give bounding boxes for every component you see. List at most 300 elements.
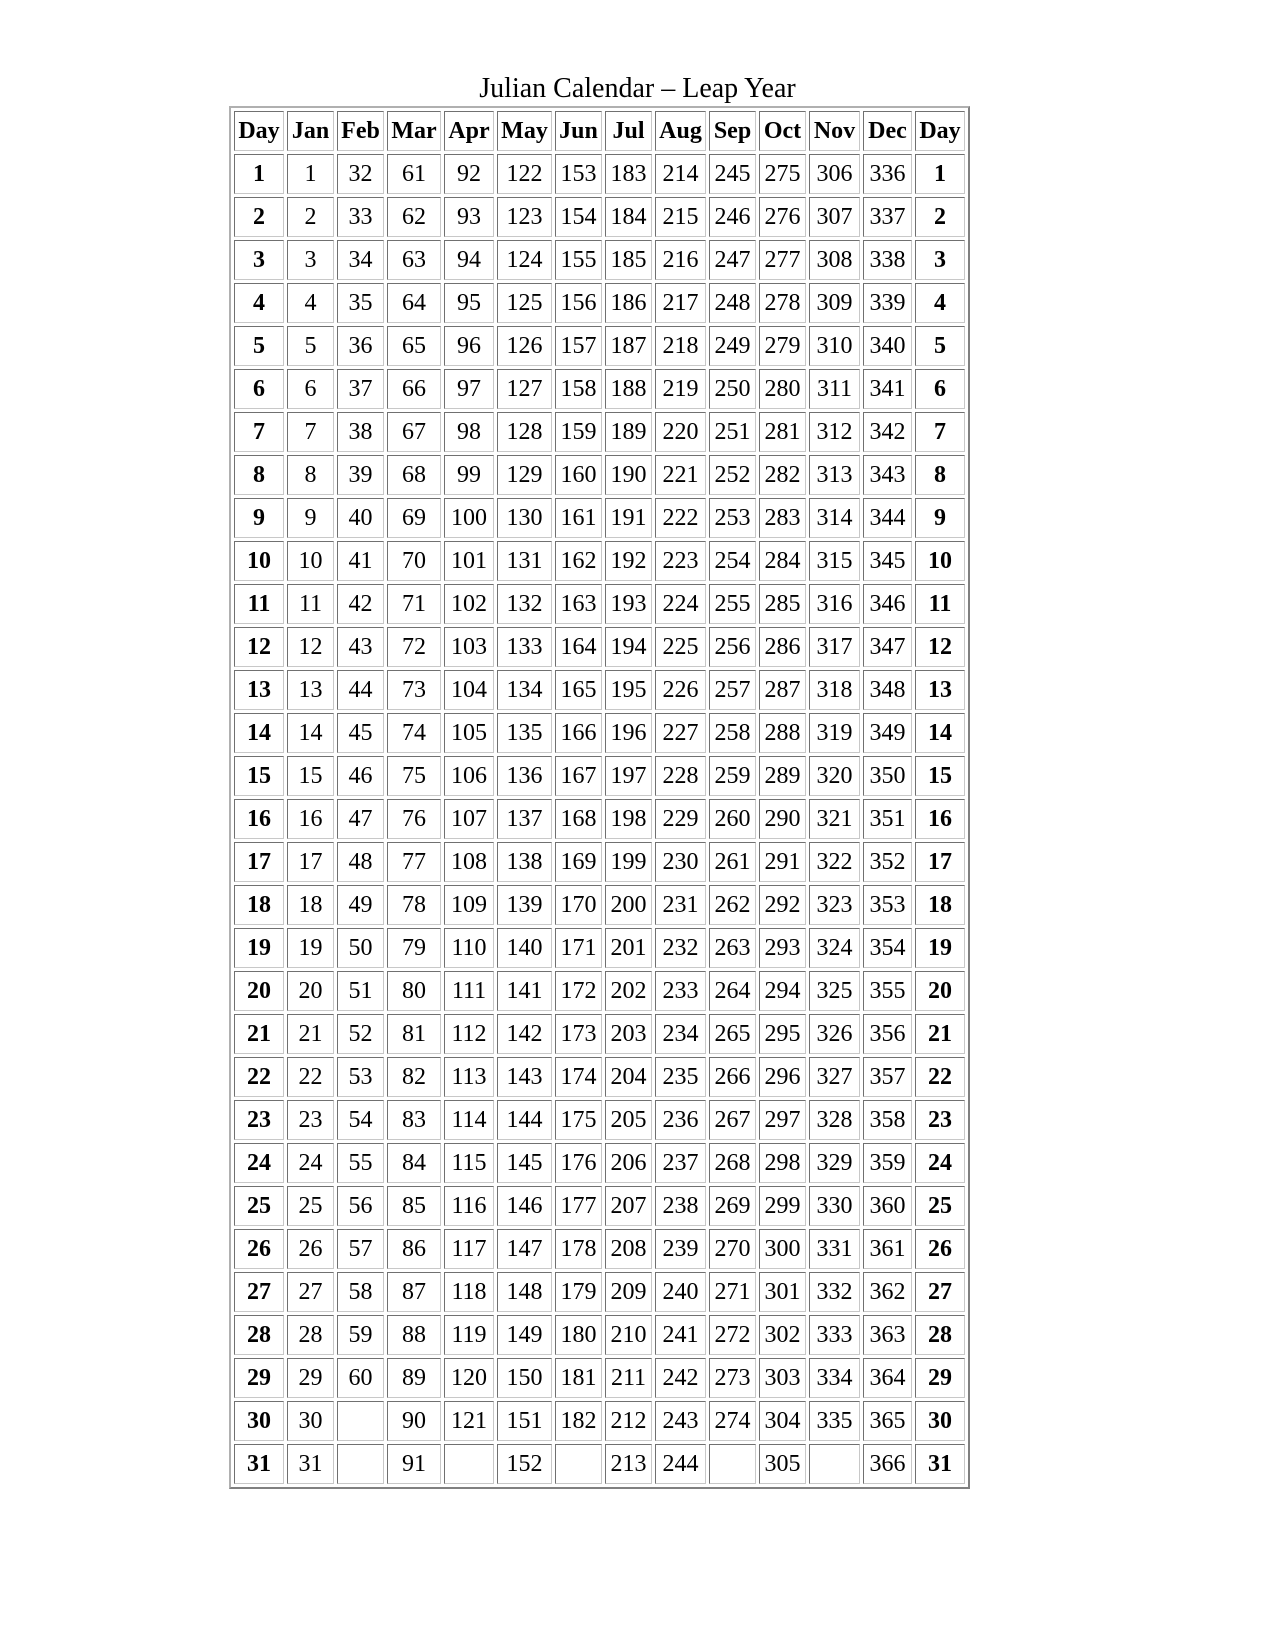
day-number-cell: 23 <box>234 1100 284 1140</box>
julian-day-cell: 83 <box>387 1100 441 1140</box>
julian-day-cell: 356 <box>863 1014 912 1054</box>
julian-day-cell: 194 <box>605 627 652 667</box>
day-number-cell: 18 <box>915 885 965 925</box>
day-number-cell: 16 <box>234 799 284 839</box>
julian-day-cell: 4 <box>287 283 334 323</box>
julian-day-cell: 305 <box>759 1444 806 1484</box>
julian-day-cell: 62 <box>387 197 441 237</box>
julian-day-cell: 125 <box>497 283 552 323</box>
julian-day-cell: 326 <box>809 1014 860 1054</box>
julian-day-cell: 223 <box>655 541 706 581</box>
julian-day-cell: 260 <box>709 799 756 839</box>
day-number-cell: 8 <box>234 455 284 495</box>
day-number-cell: 27 <box>234 1272 284 1312</box>
table-row <box>234 713 965 753</box>
julian-day-cell: 173 <box>555 1014 602 1054</box>
day-number-cell: 3 <box>915 240 965 280</box>
julian-day-cell: 78 <box>387 885 441 925</box>
julian-day-cell: 66 <box>387 369 441 409</box>
julian-day-cell: 177 <box>555 1186 602 1226</box>
julian-day-cell: 121 <box>444 1401 494 1441</box>
julian-day-cell: 87 <box>387 1272 441 1312</box>
julian-day-cell: 142 <box>497 1014 552 1054</box>
julian-day-cell: 9 <box>287 498 334 538</box>
julian-day-cell: 127 <box>497 369 552 409</box>
julian-day-cell: 98 <box>444 412 494 452</box>
julian-day-cell: 25 <box>287 1186 334 1226</box>
julian-day-cell: 72 <box>387 627 441 667</box>
day-number-cell: 21 <box>234 1014 284 1054</box>
julian-day-cell: 350 <box>863 756 912 796</box>
julian-day-cell: 271 <box>709 1272 756 1312</box>
julian-day-cell: 296 <box>759 1057 806 1097</box>
day-number-cell: 11 <box>915 584 965 624</box>
julian-day-cell: 118 <box>444 1272 494 1312</box>
julian-day-cell: 114 <box>444 1100 494 1140</box>
julian-day-cell: 92 <box>444 154 494 194</box>
table-row <box>234 842 965 882</box>
day-number-cell: 5 <box>234 326 284 366</box>
day-number-cell: 10 <box>915 541 965 581</box>
julian-day-cell: 298 <box>759 1143 806 1183</box>
julian-day-cell: 244 <box>655 1444 706 1484</box>
julian-day-cell: 171 <box>555 928 602 968</box>
julian-day-cell: 217 <box>655 283 706 323</box>
julian-day-cell: 12 <box>287 627 334 667</box>
julian-day-cell: 2 <box>287 197 334 237</box>
column-header: Jun <box>555 111 602 151</box>
julian-day-cell <box>337 1401 384 1441</box>
julian-day-cell: 135 <box>497 713 552 753</box>
julian-day-cell: 48 <box>337 842 384 882</box>
day-number-cell: 15 <box>234 756 284 796</box>
julian-day-cell: 21 <box>287 1014 334 1054</box>
julian-day-cell: 284 <box>759 541 806 581</box>
julian-day-cell: 252 <box>709 455 756 495</box>
julian-day-cell: 42 <box>337 584 384 624</box>
julian-day-cell: 361 <box>863 1229 912 1269</box>
page-title: Julian Calendar – Leap Year <box>479 73 796 104</box>
julian-day-cell: 106 <box>444 756 494 796</box>
julian-day-cell <box>809 1444 860 1484</box>
julian-day-cell: 277 <box>759 240 806 280</box>
day-number-cell: 25 <box>915 1186 965 1226</box>
table-row <box>234 799 965 839</box>
julian-day-cell: 162 <box>555 541 602 581</box>
julian-day-cell: 214 <box>655 154 706 194</box>
julian-day-cell: 164 <box>555 627 602 667</box>
day-number-cell: 9 <box>915 498 965 538</box>
column-header: Jul <box>605 111 652 151</box>
julian-day-cell: 60 <box>337 1358 384 1398</box>
julian-day-cell: 340 <box>863 326 912 366</box>
julian-day-cell: 51 <box>337 971 384 1011</box>
julian-day-cell: 24 <box>287 1143 334 1183</box>
julian-day-cell: 341 <box>863 369 912 409</box>
julian-day-cell: 152 <box>497 1444 552 1484</box>
header-row <box>234 111 965 151</box>
julian-day-cell: 235 <box>655 1057 706 1097</box>
julian-day-cell: 180 <box>555 1315 602 1355</box>
julian-day-cell: 273 <box>709 1358 756 1398</box>
day-number-cell: 6 <box>234 369 284 409</box>
table-row <box>234 498 965 538</box>
julian-day-cell: 11 <box>287 584 334 624</box>
day-number-cell: 4 <box>915 283 965 323</box>
table-row <box>234 1014 965 1054</box>
julian-day-cell: 181 <box>555 1358 602 1398</box>
julian-day-cell: 136 <box>497 756 552 796</box>
julian-day-cell: 232 <box>655 928 706 968</box>
julian-day-cell: 143 <box>497 1057 552 1097</box>
julian-day-cell: 300 <box>759 1229 806 1269</box>
julian-day-cell: 250 <box>709 369 756 409</box>
julian-day-cell: 364 <box>863 1358 912 1398</box>
julian-day-cell: 84 <box>387 1143 441 1183</box>
julian-day-cell: 359 <box>863 1143 912 1183</box>
julian-day-cell: 108 <box>444 842 494 882</box>
julian-day-cell: 247 <box>709 240 756 280</box>
day-number-cell: 24 <box>234 1143 284 1183</box>
julian-day-cell: 215 <box>655 197 706 237</box>
table-row <box>234 326 965 366</box>
julian-day-cell: 105 <box>444 713 494 753</box>
julian-day-cell: 67 <box>387 412 441 452</box>
julian-day-cell: 30 <box>287 1401 334 1441</box>
julian-day-cell: 91 <box>387 1444 441 1484</box>
table-row <box>234 1057 965 1097</box>
julian-day-cell: 355 <box>863 971 912 1011</box>
day-number-cell: 7 <box>915 412 965 452</box>
julian-day-cell: 23 <box>287 1100 334 1140</box>
julian-day-cell: 233 <box>655 971 706 1011</box>
julian-day-cell: 221 <box>655 455 706 495</box>
julian-day-cell: 36 <box>337 326 384 366</box>
table-row <box>234 756 965 796</box>
julian-day-cell: 317 <box>809 627 860 667</box>
julian-day-cell: 311 <box>809 369 860 409</box>
julian-day-cell: 218 <box>655 326 706 366</box>
julian-day-cell: 303 <box>759 1358 806 1398</box>
julian-day-cell: 248 <box>709 283 756 323</box>
julian-day-cell: 165 <box>555 670 602 710</box>
day-number-cell: 17 <box>234 842 284 882</box>
julian-day-cell: 156 <box>555 283 602 323</box>
julian-day-cell: 254 <box>709 541 756 581</box>
day-number-cell: 14 <box>234 713 284 753</box>
julian-day-cell: 134 <box>497 670 552 710</box>
table-row <box>234 1229 965 1269</box>
day-number-cell: 29 <box>234 1358 284 1398</box>
julian-day-cell: 246 <box>709 197 756 237</box>
julian-day-cell: 196 <box>605 713 652 753</box>
day-number-cell: 10 <box>234 541 284 581</box>
julian-day-cell: 41 <box>337 541 384 581</box>
julian-day-cell: 207 <box>605 1186 652 1226</box>
julian-day-cell: 103 <box>444 627 494 667</box>
julian-day-cell: 243 <box>655 1401 706 1441</box>
julian-day-cell: 65 <box>387 326 441 366</box>
julian-day-cell: 363 <box>863 1315 912 1355</box>
julian-day-cell: 184 <box>605 197 652 237</box>
table-row <box>234 971 965 1011</box>
day-number-cell: 18 <box>234 885 284 925</box>
julian-day-cell: 206 <box>605 1143 652 1183</box>
julian-day-cell: 192 <box>605 541 652 581</box>
julian-day-cell <box>337 1444 384 1484</box>
julian-day-cell: 288 <box>759 713 806 753</box>
julian-day-cell: 188 <box>605 369 652 409</box>
julian-day-cell: 203 <box>605 1014 652 1054</box>
julian-day-cell: 81 <box>387 1014 441 1054</box>
julian-day-cell: 227 <box>655 713 706 753</box>
julian-day-cell: 70 <box>387 541 441 581</box>
julian-day-cell: 86 <box>387 1229 441 1269</box>
julian-day-cell: 45 <box>337 713 384 753</box>
julian-day-cell: 19 <box>287 928 334 968</box>
julian-day-cell: 182 <box>555 1401 602 1441</box>
julian-day-cell: 322 <box>809 842 860 882</box>
table-row <box>234 455 965 495</box>
day-number-cell: 24 <box>915 1143 965 1183</box>
julian-day-cell: 289 <box>759 756 806 796</box>
day-number-cell: 15 <box>915 756 965 796</box>
julian-day-cell: 158 <box>555 369 602 409</box>
julian-day-cell: 113 <box>444 1057 494 1097</box>
julian-day-cell: 28 <box>287 1315 334 1355</box>
day-number-cell: 31 <box>915 1444 965 1484</box>
julian-day-cell: 95 <box>444 283 494 323</box>
julian-day-cell: 44 <box>337 670 384 710</box>
julian-day-cell: 22 <box>287 1057 334 1097</box>
julian-day-cell: 75 <box>387 756 441 796</box>
julian-day-cell: 338 <box>863 240 912 280</box>
julian-day-cell: 258 <box>709 713 756 753</box>
julian-day-cell: 328 <box>809 1100 860 1140</box>
julian-day-cell: 230 <box>655 842 706 882</box>
julian-day-cell: 279 <box>759 326 806 366</box>
julian-day-cell: 73 <box>387 670 441 710</box>
day-number-cell: 28 <box>915 1315 965 1355</box>
julian-day-cell: 220 <box>655 412 706 452</box>
julian-day-cell: 115 <box>444 1143 494 1183</box>
julian-day-cell: 204 <box>605 1057 652 1097</box>
julian-day-cell: 186 <box>605 283 652 323</box>
day-number-cell: 25 <box>234 1186 284 1226</box>
day-number-cell: 19 <box>234 928 284 968</box>
julian-day-cell: 237 <box>655 1143 706 1183</box>
julian-day-cell: 256 <box>709 627 756 667</box>
julian-day-cell: 240 <box>655 1272 706 1312</box>
julian-day-cell: 205 <box>605 1100 652 1140</box>
julian-day-cell: 297 <box>759 1100 806 1140</box>
julian-day-cell: 14 <box>287 713 334 753</box>
julian-day-cell: 245 <box>709 154 756 194</box>
table-row <box>234 1358 965 1398</box>
julian-day-cell: 286 <box>759 627 806 667</box>
julian-day-cell: 179 <box>555 1272 602 1312</box>
day-number-cell: 19 <box>915 928 965 968</box>
table-row <box>234 627 965 667</box>
julian-day-cell: 261 <box>709 842 756 882</box>
column-header: Dec <box>863 111 912 151</box>
julian-day-cell: 313 <box>809 455 860 495</box>
column-header: Oct <box>759 111 806 151</box>
julian-day-cell: 294 <box>759 971 806 1011</box>
julian-day-cell: 314 <box>809 498 860 538</box>
column-header: Sep <box>709 111 756 151</box>
julian-day-cell: 208 <box>605 1229 652 1269</box>
julian-day-cell: 195 <box>605 670 652 710</box>
julian-day-cell: 26 <box>287 1229 334 1269</box>
julian-day-cell: 327 <box>809 1057 860 1097</box>
column-header: May <box>497 111 552 151</box>
julian-day-cell: 100 <box>444 498 494 538</box>
table-row <box>234 1401 965 1441</box>
julian-day-cell: 269 <box>709 1186 756 1226</box>
julian-day-cell: 199 <box>605 842 652 882</box>
day-number-cell: 3 <box>234 240 284 280</box>
julian-day-cell: 335 <box>809 1401 860 1441</box>
julian-day-cell: 148 <box>497 1272 552 1312</box>
julian-day-cell: 64 <box>387 283 441 323</box>
julian-day-cell: 6 <box>287 369 334 409</box>
julian-day-cell: 219 <box>655 369 706 409</box>
julian-day-cell: 149 <box>497 1315 552 1355</box>
julian-day-cell: 231 <box>655 885 706 925</box>
julian-day-cell: 16 <box>287 799 334 839</box>
day-number-cell: 12 <box>915 627 965 667</box>
julian-day-cell: 228 <box>655 756 706 796</box>
julian-day-cell: 174 <box>555 1057 602 1097</box>
julian-day-cell: 253 <box>709 498 756 538</box>
julian-day-cell: 309 <box>809 283 860 323</box>
julian-day-cell: 13 <box>287 670 334 710</box>
julian-day-cell: 276 <box>759 197 806 237</box>
julian-day-cell: 27 <box>287 1272 334 1312</box>
day-number-cell: 26 <box>234 1229 284 1269</box>
julian-day-cell: 210 <box>605 1315 652 1355</box>
julian-day-cell: 79 <box>387 928 441 968</box>
julian-day-cell: 333 <box>809 1315 860 1355</box>
julian-day-cell: 307 <box>809 197 860 237</box>
julian-day-cell: 122 <box>497 154 552 194</box>
julian-day-cell: 346 <box>863 584 912 624</box>
julian-day-cell: 249 <box>709 326 756 366</box>
julian-day-cell: 259 <box>709 756 756 796</box>
table-row <box>234 1143 965 1183</box>
julian-day-cell: 266 <box>709 1057 756 1097</box>
day-number-cell: 30 <box>915 1401 965 1441</box>
day-number-cell: 16 <box>915 799 965 839</box>
julian-day-cell: 15 <box>287 756 334 796</box>
julian-day-cell: 59 <box>337 1315 384 1355</box>
julian-day-cell: 242 <box>655 1358 706 1398</box>
julian-day-cell: 331 <box>809 1229 860 1269</box>
table-row <box>234 1444 965 1484</box>
day-number-cell: 30 <box>234 1401 284 1441</box>
julian-day-cell: 357 <box>863 1057 912 1097</box>
julian-day-cell: 119 <box>444 1315 494 1355</box>
julian-day-cell: 37 <box>337 369 384 409</box>
julian-day-cell: 32 <box>337 154 384 194</box>
julian-day-cell: 90 <box>387 1401 441 1441</box>
table-row <box>234 584 965 624</box>
day-number-cell: 8 <box>915 455 965 495</box>
table-row <box>234 283 965 323</box>
day-number-cell: 1 <box>915 154 965 194</box>
julian-day-cell: 88 <box>387 1315 441 1355</box>
julian-day-cell: 234 <box>655 1014 706 1054</box>
julian-day-cell: 1 <box>287 154 334 194</box>
julian-day-cell: 116 <box>444 1186 494 1226</box>
day-number-cell: 20 <box>234 971 284 1011</box>
julian-day-cell: 39 <box>337 455 384 495</box>
julian-day-cell: 137 <box>497 799 552 839</box>
julian-day-cell: 351 <box>863 799 912 839</box>
julian-day-cell: 222 <box>655 498 706 538</box>
table-row <box>234 369 965 409</box>
julian-day-cell: 54 <box>337 1100 384 1140</box>
day-number-cell: 4 <box>234 283 284 323</box>
column-header: Day <box>915 111 965 151</box>
julian-day-cell: 191 <box>605 498 652 538</box>
julian-day-cell: 141 <box>497 971 552 1011</box>
julian-day-cell: 55 <box>337 1143 384 1183</box>
julian-day-cell: 302 <box>759 1315 806 1355</box>
julian-day-cell: 140 <box>497 928 552 968</box>
day-number-cell: 1 <box>234 154 284 194</box>
julian-calendar-table <box>229 106 970 1489</box>
julian-day-cell: 120 <box>444 1358 494 1398</box>
julian-day-cell: 172 <box>555 971 602 1011</box>
julian-day-cell: 190 <box>605 455 652 495</box>
julian-day-cell: 110 <box>444 928 494 968</box>
julian-day-cell: 202 <box>605 971 652 1011</box>
julian-day-cell: 33 <box>337 197 384 237</box>
julian-day-cell: 144 <box>497 1100 552 1140</box>
day-number-cell: 29 <box>915 1358 965 1398</box>
day-number-cell: 2 <box>234 197 284 237</box>
julian-day-cell: 29 <box>287 1358 334 1398</box>
julian-day-cell: 7 <box>287 412 334 452</box>
julian-day-cell: 263 <box>709 928 756 968</box>
day-number-cell: 28 <box>234 1315 284 1355</box>
julian-day-cell: 299 <box>759 1186 806 1226</box>
table-row <box>234 1272 965 1312</box>
julian-day-cell: 58 <box>337 1272 384 1312</box>
julian-day-cell: 178 <box>555 1229 602 1269</box>
table-row <box>234 1100 965 1140</box>
julian-day-cell: 353 <box>863 885 912 925</box>
table-row <box>234 1186 965 1226</box>
julian-day-cell: 285 <box>759 584 806 624</box>
julian-day-cell: 262 <box>709 885 756 925</box>
julian-day-cell: 270 <box>709 1229 756 1269</box>
julian-day-cell: 344 <box>863 498 912 538</box>
julian-day-cell: 197 <box>605 756 652 796</box>
julian-day-cell <box>444 1444 494 1484</box>
table-row <box>234 154 965 194</box>
julian-day-cell: 236 <box>655 1100 706 1140</box>
julian-day-cell: 238 <box>655 1186 706 1226</box>
column-header: Day <box>234 111 284 151</box>
julian-day-cell: 93 <box>444 197 494 237</box>
day-number-cell: 12 <box>234 627 284 667</box>
julian-day-cell: 17 <box>287 842 334 882</box>
julian-day-cell: 109 <box>444 885 494 925</box>
julian-day-cell: 131 <box>497 541 552 581</box>
